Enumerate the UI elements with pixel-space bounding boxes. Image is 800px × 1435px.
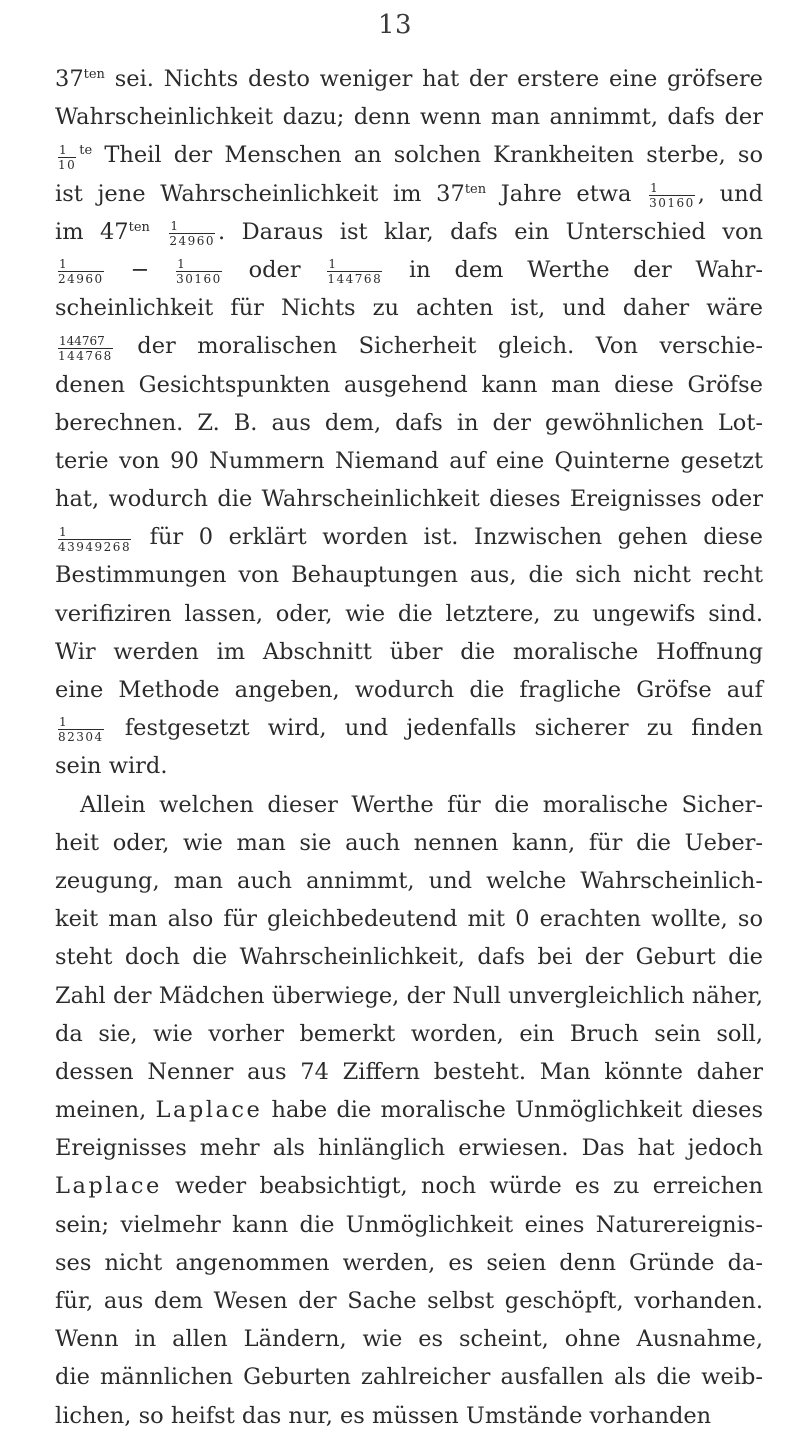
author-name: Laplace: [55, 1173, 162, 1200]
text-line: terie von 90 Nummern Niemand auf eine Quinterne gesetzt: [55, 447, 763, 474]
fraction: $\frac{1}{43949268}$: [58, 524, 132, 554]
text-line: die männlichen Geburten zahlreicher ausfallen als die weib-: [55, 1364, 763, 1391]
text-line: steht doch die Wahrscheinlichkeit, dafs bei der Geburt die: [55, 944, 763, 971]
text-line: im $47^{ten}$ $\frac{1}{24960}$ . Daraus ist klar, dafs ein Unterschied von: [55, 218, 763, 249]
text-line: da sie, wie vorher bemerkt worden, ein Bruch sein soll,: [55, 1020, 763, 1047]
text-line: $\frac{1}{24960}$ − $\frac{1}{30160}$ oder $\frac{1}{144768}$ in dem Werthe der Wahr-: [58, 256, 763, 287]
fraction: $\frac{144767}{144768}$: [58, 333, 113, 363]
body-text: [55, 60, 763, 1435]
text-line: Wahrscheinlichkeit dazu; denn wenn man annimmt, dafs der: [55, 104, 763, 131]
text-line: scheinlichkeit für Nichts zu achten ist, und daher wäre: [55, 295, 763, 322]
fraction: $\frac{1}{30160}$: [176, 257, 222, 287]
text-line: dessen Nenner aus 74 Ziffern besteht. Man könnte daher: [55, 1058, 763, 1085]
text-line: $\frac{1}{43949268}$ für 0 erklärt worden ist. Inzwischen gehen diese: [58, 524, 763, 554]
text-line: sein wird.: [55, 753, 168, 780]
text-line: Ereignisses mehr als hinlänglich erwiesen. Das hat jedoch: [55, 1135, 763, 1162]
text-line: zeugung, man auch annimmt, und welche Wahrscheinlich-: [55, 867, 763, 894]
text-line: heit oder, wie man sie auch nennen kann, für die Ueber-: [55, 829, 763, 856]
text-line: Wir werden im Abschnitt über die moralische Hoffnung: [55, 638, 763, 665]
fraction: $\frac{1}{82304}$: [58, 715, 104, 745]
text-line: hat, wodurch die Wahrscheinlichkeit dieses Ereignisses oder: [55, 486, 763, 513]
text-line: $\frac{1}{10}$ $^{te}$ Theil der Menschen an solchen Krankheiten sterbe, so: [58, 142, 763, 172]
text-line: verifiziren lassen, oder, wie die letztere, zu ungewifs sind.: [55, 600, 763, 627]
text-line: Bestimmungen von Behauptungen aus, die sich nicht recht: [55, 562, 763, 589]
text-line: ses nicht angenommen werden, es seien denn Gründe da-: [55, 1249, 763, 1276]
text-line: berechnen. Z. B. aus dem, dafs in der gewöhnlichen Lot-: [55, 409, 763, 436]
text-line: für, aus dem Wesen der Sache selbst geschöpft, vorhanden.: [55, 1288, 763, 1314]
fraction: $\frac{1}{24960}$: [58, 257, 104, 287]
text-line: Allein welchen dieser Werthe für die moralische Sicher-: [80, 791, 763, 818]
text-line: sein; vielmehr kann die Unmöglichkeit eines Naturereignis-: [55, 1211, 763, 1238]
text-line: eine Methode angeben, wodurch die fragliche Gröfse auf: [55, 677, 763, 703]
text-line: meinen, Laplace habe die moralische Unmöglichkeit dieses: [55, 1097, 764, 1124]
fraction: $\frac{1}{10}$: [58, 142, 77, 172]
text-line: Zahl der Mädchen überwiege, der Null unvergleichlich näher,: [55, 982, 763, 1009]
text-line: $37^{ten}$ sei. Nichts desto weniger hat der erstere eine gröfsere: [55, 66, 763, 92]
fraction: $\frac{1}{144768}$: [327, 257, 383, 287]
text-line: ist jene Wahrscheinlichkeit im $37^{ten}$ Jahre etwa $\frac{1}{30160}$ , und: [55, 180, 763, 210]
text-line: Laplace weder beabsichtigt, noch würde es zu erreichen: [55, 1173, 763, 1200]
text-line: lichen, so heifst das nur, es müssen Umstände vorhanden: [55, 1402, 712, 1429]
text-line: denen Gesichtspunkten ausgehend kann man diese Gröfse: [55, 371, 763, 398]
text-line: keit man also für gleichbedeutend mit 0 erachten wollte, so: [55, 906, 763, 933]
text-line: Wenn in allen Ländern, wie es scheint, ohne Ausnahme,: [55, 1326, 763, 1353]
page-number: 13: [378, 10, 413, 40]
fraction: $\frac{1}{24960}$: [169, 219, 216, 249]
author-name: Laplace: [155, 1097, 263, 1124]
fraction: $\frac{1}{30160}$: [649, 180, 695, 210]
text-line: $\frac{1}{82304}$ festgesetzt wird, und jedenfalls sicherer zu finden: [58, 715, 763, 745]
text-line: $\frac{144767}{144768}$ der moralischen Sicherheit gleich. Von verschie-: [58, 333, 763, 363]
